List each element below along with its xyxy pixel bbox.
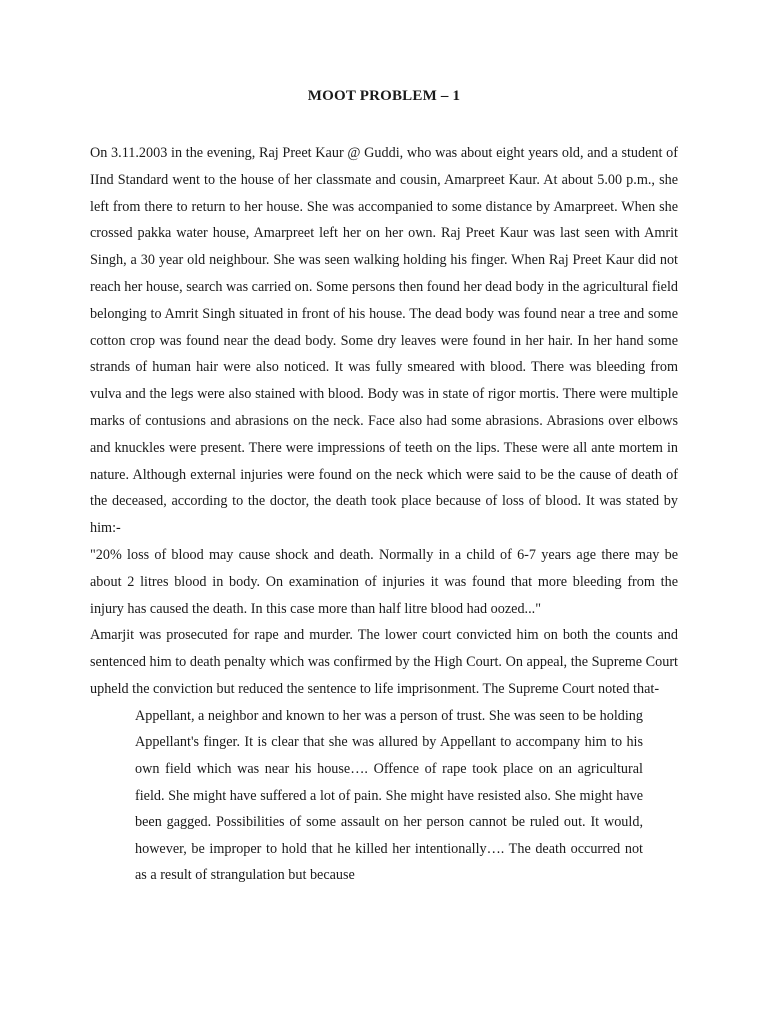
document-title: MOOT PROBLEM – 1: [307, 88, 461, 104]
paragraph-facts: On 3.11.2003 in the evening, Raj Preet Kaur @ Guddi, who was about eight years old, and a student of IInd Standard went to the house of her classmate and cousin, Amarpreet Kaur. At about 5.00 p.m., she left from there to return to her house. She was accompanied to some distance by Amarpreet. When she crossed pakka water house, Amarpreet left her on her own. Raj Preet Kaur was last seen with Amrit Singh, a 30 year old neighbour. She was seen walking holding his finger. When Raj Preet Kaur did not reach her house, search was carried on. Some persons then found her dead body in the agricultural field belonging to Amrit Singh situated in front of his house. The dead body was found near a tree and some cotton crop was found near the dead body. Some dry leaves were found in her hair. In her hand some strands of human hair were also noticed. It was fully smeared with blood. There was bleeding from vulva and the legs were also stained with blood. Body was in state of rigor mortis. There were multiple marks of contusions and abrasions on the neck. Face also had some abrasions. Abrasions over elbows and knuckles were present. There were impressions of teeth on the lips. These were all ante mortem in nature. Although external injuries were found on the neck which were said to be the cause of death of the deceased, according to the doctor, the death took place because of loss of blood. It was stated by him:-: [90, 145, 678, 537]
paragraph-doctor-statement: "20% loss of blood may cause shock and death. Normally in a child of 6-7 years age there may be about 2 litres blood in body. On examination of injuries it was found that more bleeding from the injury has caused the death. In this case more than half litre blood had oozed...": [90, 546, 678, 617]
document-body: [90, 140, 678, 889]
supreme-court-quote: Appellant, a neighbor and known to her was a person of trust. She was seen to be holding Appellant's finger. It is clear that she was allured by Appellant to accompany him to his own field which was near his house…. Offence of rape took place on an agricultural field. She might have suffered a lot of pain. She might have resisted also. She might have been gagged. Possibilities of some assault on her person cannot be ruled out. It would, however, be improper to hold that he killed her intentionally…. The death occurred not as a result of strangulation but because: [135, 707, 643, 884]
paragraph-prosecution: Amarjit was prosecuted for rape and murder. The lower court convicted him on both the counts and sentenced him to death penalty which was confirmed by the High Court. On appeal, the Supreme Court upheld the conviction but reduced the sentence to life imprisonment. The Supreme Court noted that-: [90, 627, 678, 697]
